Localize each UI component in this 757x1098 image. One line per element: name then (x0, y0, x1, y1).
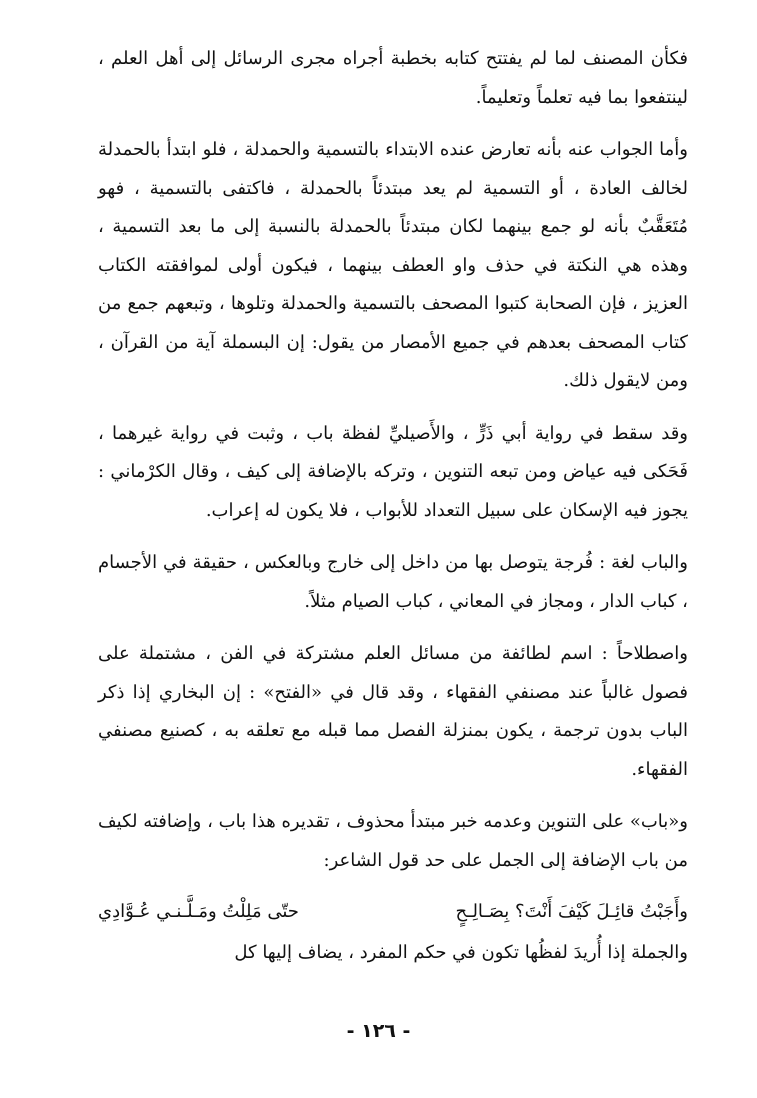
paragraph-basmala-hamdala: وأما الجواب عنه بأنه تعارض عنده الابتداء بالتسمية والحمدلة ، فلو ابتدأ بالحمدلة لخالف العادة ، أو التسمية لم يعد مبتدئاً بالحمدلة ، فاكتفى بالتسمية ، فهو مُتَعَقَّبٌ بأنه لو جمع بينهما لكان مبتدئاً بالحمدلة بالنسبة إلى ما بعد التسمية ، وهذه هي النكتة في حذف واو العطف بينهما ، فيكون أولى لموافقته الكتاب العزيز ، فإن الصحابة كتبوا المصحف بالتسمية والحمدلة وتلوها ، وتبعهم جمع من كتاب المصحف بعدهم في جميع الأمصار من يقول: إن البسملة آية من القرآن ، ومن لايقول ذلك. (98, 139, 688, 391)
paragraph-author-intent: فكأن المصنف لما لم يفتتح كتابه بخطبة أجراه مجرى الرسائل إلى أهل العلم ، لينتفعوا بما فيه تعلماً وتعليماً. (98, 48, 688, 108)
page-number: - ١٢٦ - (346, 1020, 411, 1042)
paragraph-closing: والجملة إذا أُريدَ لفظُها تكون في حكم المفرد ، يضاف إليها كل (234, 942, 688, 963)
paragraph-bab-irab: و«باب» على التنوين وعدمه خبر مبتدأ محذوف ، تقديره هذا باب ، وإضافته لكيف من باب الإضافة إلى الجمل على حد قول الشاعر: (98, 811, 688, 871)
page-body (98, 40, 688, 973)
paragraph-bab-lugha: والباب لغة : فُرجة يتوصل بها من داخل إلى خارج وبالعكس ، حقيقة في الأجسام ، كباب الدار ، ومجاز في المعاني ، كباب الصيام مثلاً. (98, 552, 688, 612)
paragraph-riwaya: وقد سقط في رواية أبي ذَرٍّ ، والأَصيليِّ لفظة باب ، وثبت في رواية غيرهما ، فَحَكى فيه عياض ومن تبعه التنوين ، وتركه بالإضافة إلى كيف ، وقال الكرْماني : يجوز فيه الإسكان على سبيل التعداد للأبواب ، فلا يكون له إعراب. (98, 422, 688, 521)
poetry-verse (98, 892, 688, 932)
verse-first-hemistich: وأَجَبْتُ قائِـلَ كَيْفَ أَنْتَ؟ بِصَـالِـحٍ (455, 901, 688, 922)
paragraph-bab-istilah: واصطلاحاً : اسم لطائفة من مسائل العلم مشتركة في الفن ، مشتملة على فصول غالباً عند مصنفي الفقهاء ، وقد قال في «الفتح» : إن البخاري إذا ذكر الباب بدون ترجمة ، يكون بمنزلة الفصل مما قبله مع تعلقه به ، كصنيع مصنفي الفقهاء. (98, 643, 688, 780)
verse-second-hemistich: حتّى مَلِلْتُ ومَـلَّـنـي عُـوَّادِي (98, 901, 299, 922)
